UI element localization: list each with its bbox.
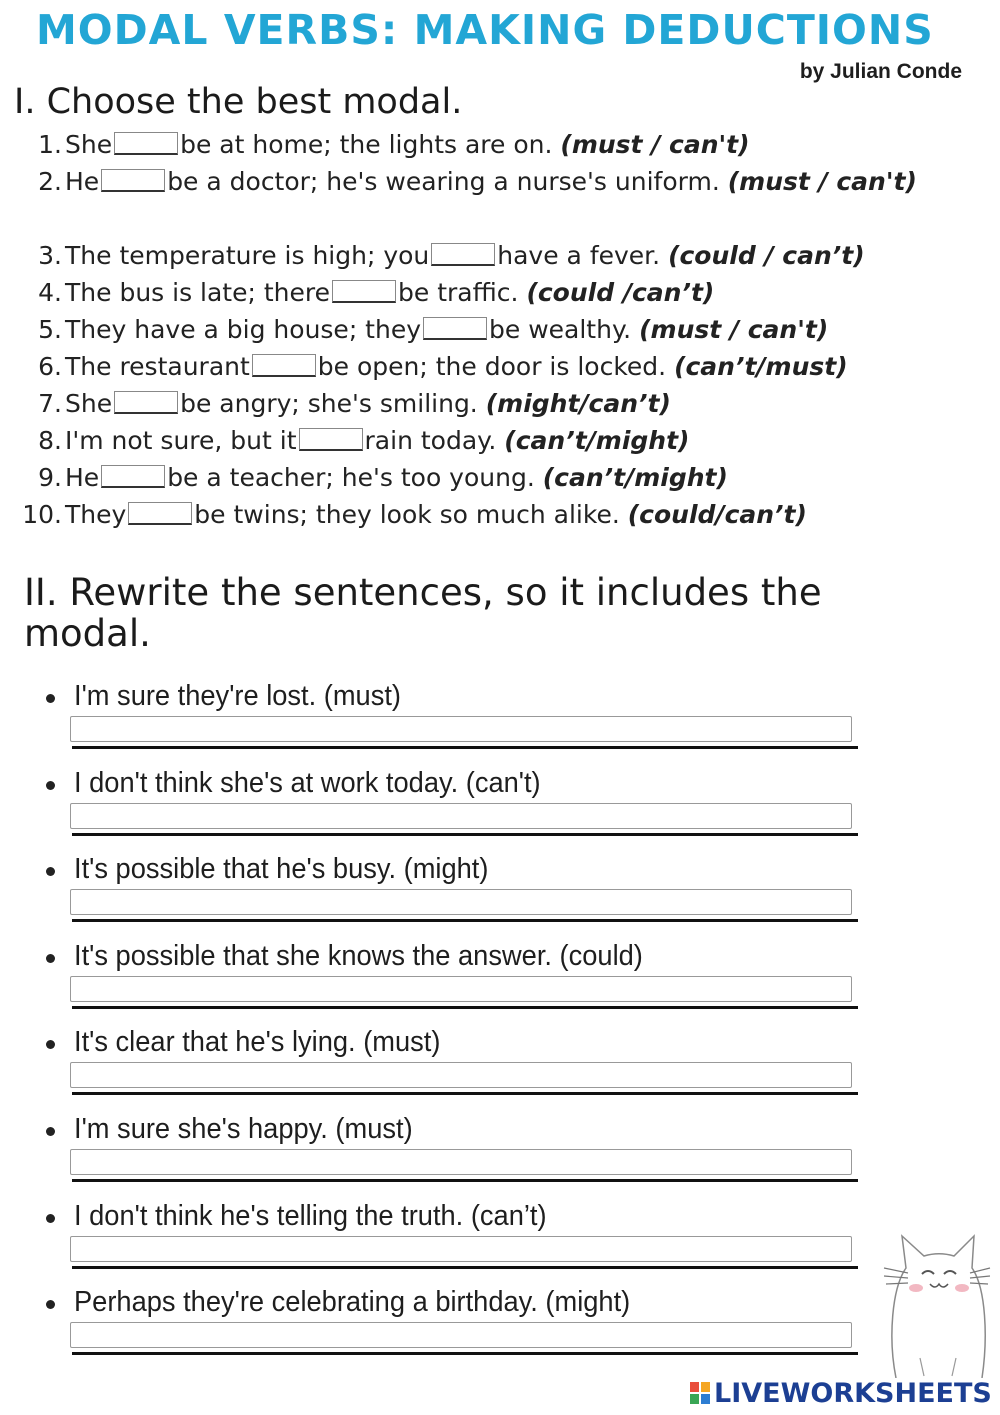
answer-blank[interactable] (128, 502, 192, 525)
answer-underline (72, 1179, 858, 1182)
answer-input[interactable] (70, 976, 852, 1002)
sentence-end: rain today. (364, 426, 497, 455)
rewrite-prompt: I don't think he's telling the truth. (can’t) (74, 1199, 547, 1232)
answer-input[interactable] (70, 889, 852, 915)
sentence-end: be traffic. (398, 278, 519, 307)
sentence-end: have a fever. (497, 241, 661, 270)
modal-choices: (can’t/might) (542, 463, 728, 492)
sentence-start: The restaurant (65, 352, 250, 381)
exercise-item (0, 422, 1000, 459)
rewrite-prompt: I'm sure they're lost. (must) (74, 680, 402, 712)
worksheet-title: MODAL VERBS: MAKING DEDUCTIONS (36, 6, 934, 54)
answer-blank[interactable] (114, 391, 178, 414)
answer-blank[interactable] (332, 280, 396, 303)
answer-underline (72, 1266, 858, 1269)
sentence-end: be a doctor; he's wearing a nurse's uniform. (167, 167, 720, 196)
answer-underline (72, 833, 858, 836)
answer-underline (72, 1092, 858, 1095)
answer-input[interactable] (70, 1149, 852, 1175)
liveworksheets-logo-icon (690, 1382, 710, 1404)
rewrite-item (42, 940, 872, 1027)
sentence-start: She (65, 130, 113, 159)
answer-underline (72, 746, 858, 749)
rewrite-prompt: It's clear that he's lying. (must) (74, 1026, 441, 1059)
exercise-item (0, 348, 1000, 385)
sentence-end: be at home; the lights are on. (180, 130, 553, 159)
modal-choices: (could /can’t) (526, 278, 715, 307)
exercise-item (0, 163, 945, 237)
liveworksheets-logo (690, 1378, 992, 1409)
sentence-start: They (65, 500, 127, 529)
bullet-icon (46, 1214, 55, 1223)
item-number: 4. (38, 278, 62, 307)
exercise-item (0, 311, 1000, 348)
bullet-icon (46, 781, 55, 790)
rewrite-prompt: Perhaps they're celebrating a birthday. (might) (74, 1286, 631, 1319)
answer-input[interactable] (70, 716, 852, 742)
sentence-end: be wealthy. (489, 315, 632, 344)
item-number: 3. (38, 241, 62, 270)
modal-choices: (must / can't) (560, 130, 750, 159)
bullet-icon (46, 1127, 55, 1136)
rewrite-item (42, 1200, 872, 1287)
rewrite-prompt: It's possible that she knows the answer. (could) (74, 939, 643, 972)
sentence-start: The bus is late; there (65, 278, 331, 307)
item-number: 7. (38, 389, 62, 418)
answer-input[interactable] (70, 1322, 852, 1348)
answer-blank[interactable] (299, 428, 363, 451)
sentence-start: He (65, 167, 100, 196)
modal-choices: (must / can't) (639, 315, 829, 344)
item-number: 9. (38, 463, 62, 492)
cat-illustration-icon (882, 1228, 992, 1378)
rewrite-prompt: I'm sure she's happy. (must) (74, 1112, 413, 1145)
logo-text: LIVEWORKSHEETS (714, 1378, 992, 1409)
bullet-icon (46, 694, 55, 703)
answer-blank[interactable] (114, 132, 178, 155)
answer-input[interactable] (70, 803, 852, 829)
exercise-item (0, 385, 1000, 422)
author-credit: by Julian Conde (799, 60, 962, 83)
answer-input[interactable] (70, 1062, 852, 1088)
answer-blank[interactable] (101, 169, 165, 192)
sentence-start: She (65, 389, 113, 418)
answer-underline (72, 1352, 858, 1355)
exercise-item (0, 496, 1000, 533)
bullet-icon (46, 1040, 55, 1049)
item-number: 5. (38, 315, 62, 344)
exercise-item (0, 126, 1000, 163)
rewrite-list (42, 680, 872, 1373)
item-number: 2. (38, 167, 62, 196)
answer-underline (72, 919, 858, 922)
section2-heading: II. Rewrite the sentences, so it includes the modal. (24, 571, 822, 655)
item-number: 6. (38, 352, 62, 381)
sentence-start: They have a big house; they (65, 315, 422, 344)
item-number: 1. (38, 130, 62, 159)
answer-underline (72, 1006, 858, 1009)
item-number: 8. (38, 426, 62, 455)
modal-exercise-list (0, 126, 1000, 533)
rewrite-item (42, 1286, 872, 1373)
modal-choices: (can’t/must) (674, 352, 848, 381)
rewrite-prompt: It's possible that he's busy. (might) (74, 853, 489, 886)
sentence-end: be twins; they look so much alike. (194, 500, 620, 529)
rewrite-item (42, 1026, 872, 1113)
sentence-start: I'm not sure, but it (65, 426, 297, 455)
sentence-end: be a teacher; he's too young. (167, 463, 535, 492)
sentence-end: be open; the door is locked. (317, 352, 667, 381)
modal-choices: (could/can’t) (627, 500, 807, 529)
modal-choices: (could / can’t) (668, 241, 865, 270)
answer-blank[interactable] (101, 465, 165, 488)
modal-choices: (can’t/might) (504, 426, 690, 455)
answer-blank[interactable] (252, 354, 316, 377)
bullet-icon (46, 1300, 55, 1309)
modal-choices: (might/can’t) (485, 389, 671, 418)
bullet-icon (46, 954, 55, 963)
exercise-item (0, 274, 1000, 311)
sentence-end: be angry; she's smiling. (180, 389, 478, 418)
rewrite-item (42, 853, 872, 940)
section1-heading: I. Choose the best modal. (14, 82, 463, 122)
answer-input[interactable] (70, 1236, 852, 1262)
bullet-icon (46, 867, 55, 876)
item-number: 10. (22, 500, 62, 529)
answer-blank[interactable] (431, 243, 495, 266)
modal-choices: (must / can't) (727, 167, 917, 196)
rewrite-item (42, 1113, 872, 1200)
rewrite-item (42, 680, 872, 767)
answer-blank[interactable] (423, 317, 487, 340)
sentence-start: The temperature is high; you (65, 241, 430, 270)
exercise-item (0, 237, 1000, 274)
exercise-item (0, 459, 1000, 496)
rewrite-prompt: I don't think she's at work today. (can't) (74, 766, 541, 799)
sentence-start: He (65, 463, 100, 492)
rewrite-item (42, 767, 872, 854)
